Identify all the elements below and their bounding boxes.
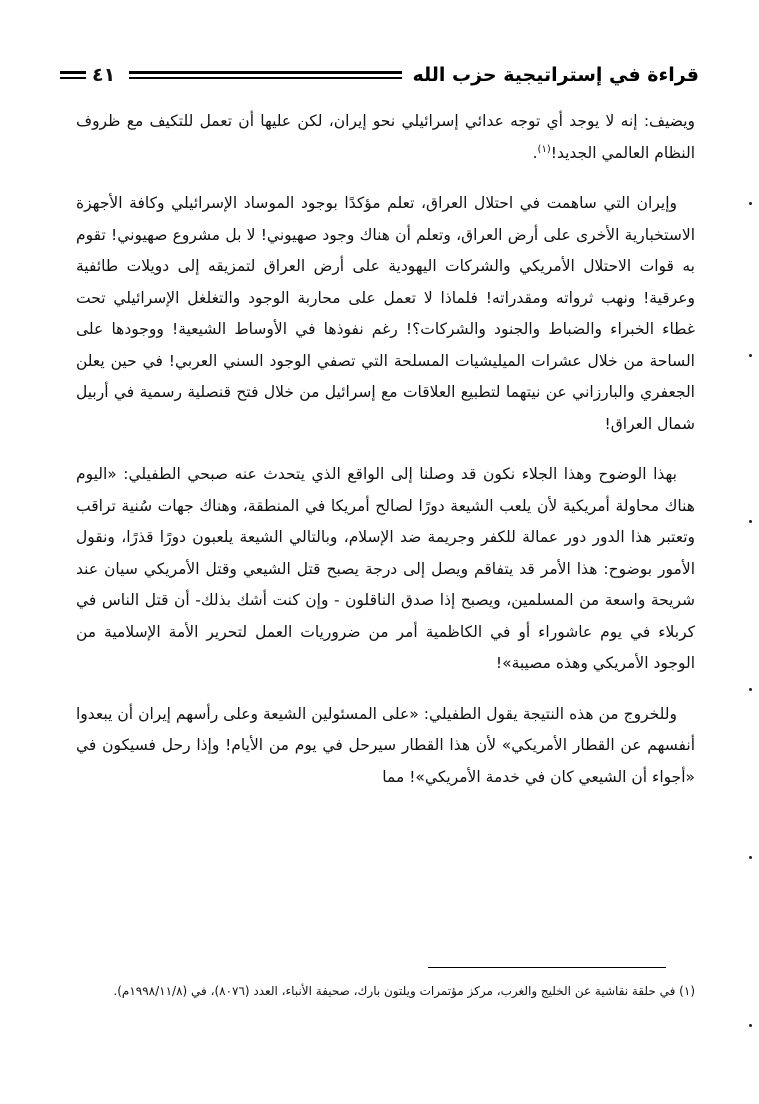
footnote-text: (١) في حلقة نقاشية عن الخليج والغرب، مركز مؤتمرات ويلتون بارك، صحيفة الأنباء، العدد (٨٠٧٦)، في (١٩٩٨/١١/٨م).: [113, 984, 695, 998]
paragraph-3: بهذا الوضوح وهذا الجلاء نكون قد وصلنا إلى الواقع الذي يتحدث عنه صبحي الطفيلي: «اليوم هناك محاولة أمريكية لأن يلعب الشيعة دورًا لصالح أمريكا في المنطقة، وهناك جهات سُنية تراقب وتعتبر هذا الدور دور عمالة للكفر وجريمة ضد الإسلام، وبالتالي الشيعة يلعبون دورًا قذرًا، ونقول الأمور بوضوح: هذا الأمر قد يتفاقم ويصل إلى درجة يصبح قتل الشيعي وقتل الأمريكي سيان عند شريحة واسعة من المسلمين، ويصبح إذا صدق الناقلون - وإن كنت أشك بذلك- أن قتل الناس في كربلاء في يوم عاشوراء أو في الكاظمية أمر من ضروريات العمل لتحرير الأمة الإسلامية من الوجود الأمريكي وهذه مصيبة»!: [76, 465, 695, 672]
footnote-reference: (١): [537, 143, 551, 155]
running-header: [60, 58, 699, 92]
header-long-rule: [129, 71, 402, 79]
footnote-block: [76, 980, 695, 1003]
margin-dot: [749, 520, 752, 523]
margin-dot: [749, 688, 752, 691]
margin-dot: [749, 202, 752, 205]
margin-dot: [749, 856, 752, 859]
running-title: قراءة في إستراتيجية حزب الله: [412, 64, 699, 86]
footnote-divider: [428, 967, 666, 968]
main-text: [76, 106, 695, 812]
paragraph-4: وللخروج من هذه النتيجة يقول الطفيلي: «على المسئولين الشيعة وعلى رأسهم إيران أن يبعدوا أنفسهم عن القطار الأمريكي» لأن هذا القطار سيرحل في يوم من الأيام! وإذا رحل فسيكون في «أجواء أن الشيعي كان في خدمة الأمريكي»! مما: [76, 704, 695, 786]
paragraph-1-text: ويضيف: إنه لا يوجد أي توجه عدائي إسرائيلي نحو إيران، لكن عليها أن تعمل للتكيف مع ظروف النظام العالمي الجديد!: [76, 112, 695, 162]
page-number: ٤١: [92, 64, 116, 86]
paragraph-2: وإيران التي ساهمت في احتلال العراق، تعلم مؤكدًا بوجود الموساد الإسرائيلي وكافة الأجهزة الاستخبارية الأخرى على أرض العراق، وتعلم أن هناك وجود صهيوني! لا بل مشروع صهيوني! تقوم به قوات الاحتلال الأمريكي والشركات اليهودية على أرض العراق لتمزيقه إلى دويلات طائفية وعرقية! ونهب ثرواته ومقدراته! فلماذا لا تعمل على محاربة الوجود والتغلغل الإسرائيلي تحت غطاء الخبراء والضباط والجنود والشركات؟! رغم نفوذها في الأوساط الشيعية! ووجودها على الساحة من خلال عشرات الميليشيات المسلحة التي تصفي الوجود السني العربي! في حين يعلن الجعفري والبارزاني عن نيتهما لتطبيع العلاقات مع إسرائيل من خلال فتح قنصلية رسمية في أربيل شمال العراق!: [76, 194, 695, 433]
margin-dot: [749, 354, 752, 357]
margin-dot: [749, 1024, 752, 1027]
paragraph-1: ويضيف: إنه لا يوجد أي توجه عدائي إسرائيلي نحو إيران، لكن عليها أن تعمل للتكيف مع ظروف النظام العالمي الجديد!$^{(١)}$.: [76, 112, 695, 162]
header-short-rule: [60, 71, 86, 79]
